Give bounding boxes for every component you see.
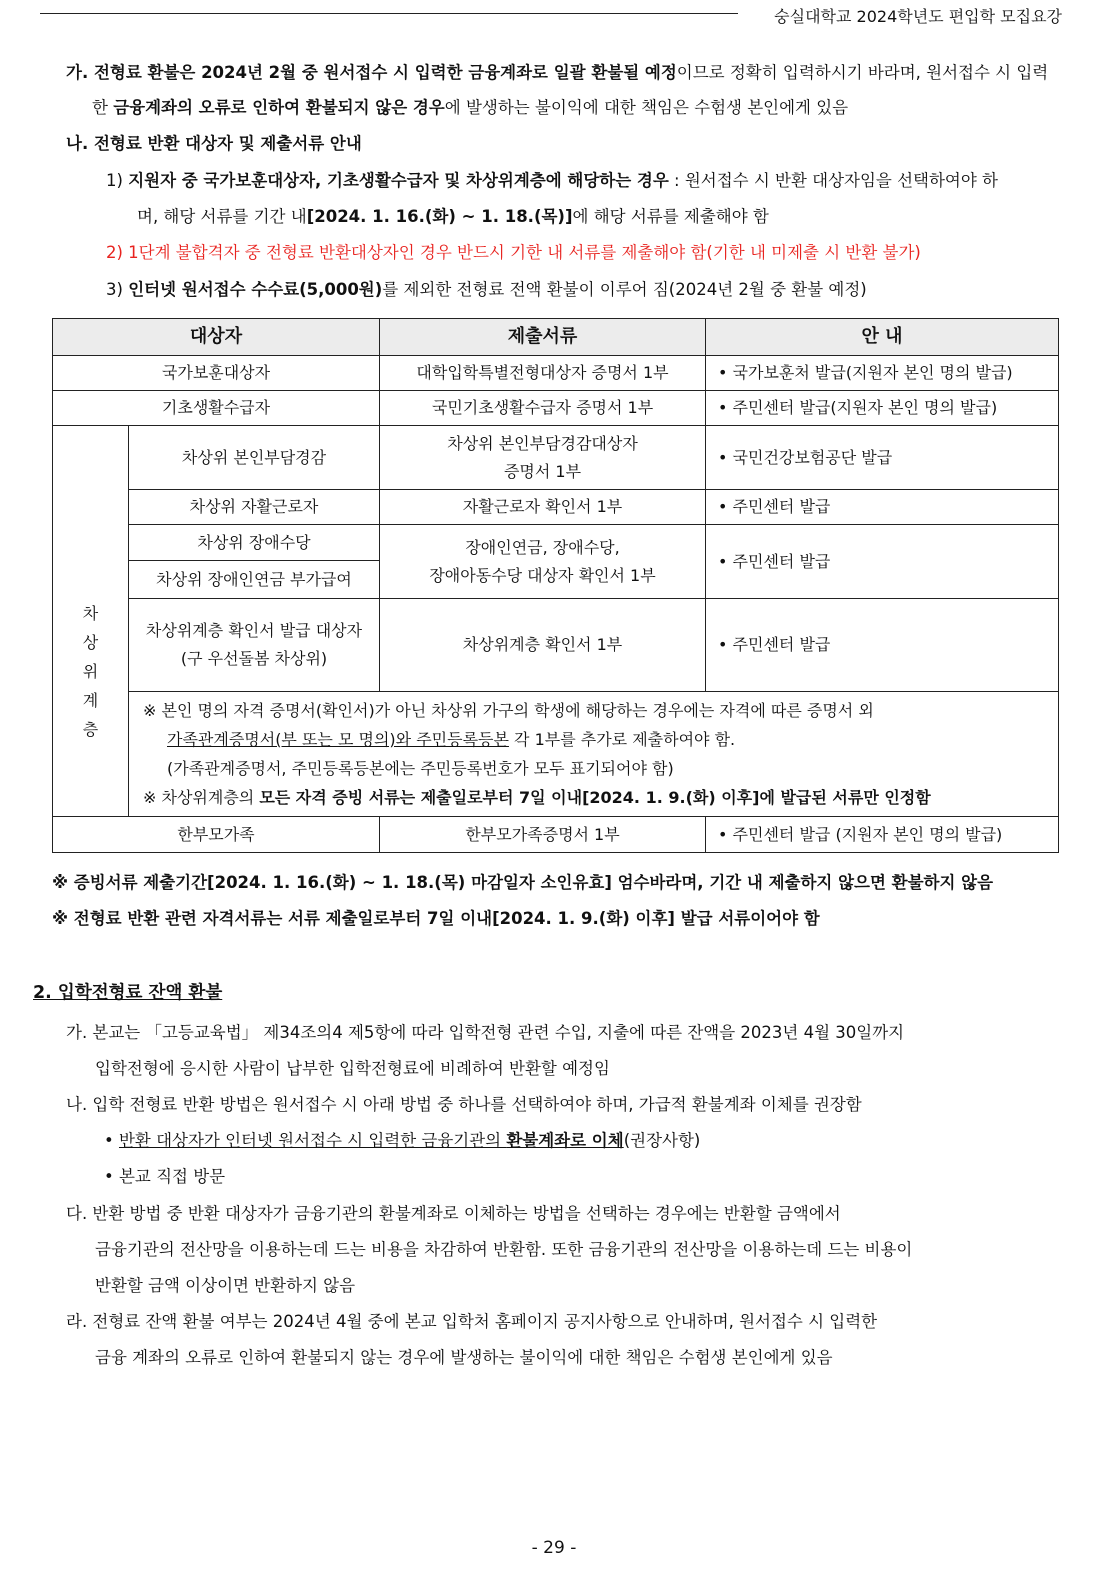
item1-line1 bbox=[106, 170, 998, 192]
para-ga-line2 bbox=[92, 97, 848, 119]
item1-line2 bbox=[137, 206, 769, 228]
cell-target: 기초생활수급자 bbox=[53, 391, 380, 426]
note4-start: ※ 차상위계층의 bbox=[143, 788, 260, 807]
cell-target-line: (구 우선돌봄 차상위) bbox=[180, 649, 328, 668]
bullet1-bold: 환불계좌로 이체 bbox=[506, 1131, 624, 1150]
sec2-da-line2: 금융기관의 전산망을 이용하는데 드는 비용을 차감하여 반환함. 또한 금융기관의 전산망을 이용하는데 드는 비용이 bbox=[95, 1240, 913, 1259]
header-rule bbox=[40, 13, 738, 14]
table-row bbox=[53, 525, 1059, 561]
cell-info: • 주민센터 발급 bbox=[706, 490, 1059, 525]
cell-doc-line: 차상위 본인부담경감대상자 bbox=[447, 433, 638, 453]
para-ga2-start: 한 bbox=[92, 98, 114, 117]
cell-info: • 주민센터 발급 bbox=[706, 599, 1059, 692]
cell-doc: 국민기초생활수급자 증명서 1부 bbox=[380, 391, 706, 426]
cell-doc bbox=[380, 426, 706, 490]
group-label-chasangwi bbox=[53, 426, 129, 817]
item3-rest: 를 제외한 전형료 전액 환불이 이루어 짐(2024년 2월 중 환불 예정) bbox=[382, 280, 867, 299]
sec2-bullet2 bbox=[104, 1166, 225, 1188]
cell-info: • 주민센터 발급(지원자 본인 명의 발급) bbox=[706, 391, 1059, 426]
item1-2c: 에 해당 서류를 제출해야 함 bbox=[572, 207, 769, 226]
table-row bbox=[53, 490, 1059, 525]
note4-bold: 모든 자격 증빙 서류는 제출일로부터 7일 이내[2024. 1. 9.(화) 이후]에 발급된 서류만 인정함 bbox=[259, 788, 931, 807]
col-header-target: 대상자 bbox=[53, 319, 380, 356]
cell-info: • 주민센터 발급 bbox=[706, 525, 1059, 599]
cell-info: • 국민건강보험공단 발급 bbox=[706, 426, 1059, 490]
table-row bbox=[53, 817, 1059, 853]
item1-num: 1) bbox=[106, 171, 129, 190]
sec2-ga-line2: 입학전형에 응시한 사람이 납부한 입학전형료에 비례하여 반환할 예정임 bbox=[95, 1059, 610, 1078]
bullet1-rest: (권장사항) bbox=[623, 1131, 701, 1150]
para-ga-bold: 전형료 환불은 2024년 2월 중 원서접수 시 입력한 금융계좌로 일괄 환불될 예정 bbox=[93, 63, 677, 82]
cell-target: 차상위 장애인연금 부가급여 bbox=[129, 561, 380, 599]
refund-documents-table bbox=[52, 318, 1059, 853]
para-ga2-rest: 에 발생하는 불이익에 대한 책임은 수험생 본인에게 있음 bbox=[444, 98, 849, 117]
cell-info: • 국가보훈처 발급(지원자 본인 명의 발급) bbox=[706, 356, 1059, 391]
page-number: - 29 - bbox=[531, 1538, 577, 1558]
item1-rest: : 원서접수 시 반환 대상자임을 선택하여야 하 bbox=[668, 171, 998, 190]
notice-document-validity: ※ 전형료 반환 관련 자격서류는 서류 제출일로부터 7일 이내[2024. 1. 9.(화) 이후] 발급 서류이어야 함 bbox=[52, 909, 820, 928]
bullet1-underlined: 반환 대상자가 인터넷 원서접수 시 입력한 금융기관의 bbox=[118, 1131, 507, 1150]
table-row bbox=[53, 599, 1059, 692]
group-char: 위 bbox=[82, 661, 99, 681]
para-ga-line1 bbox=[66, 62, 1048, 84]
note-line: ※ 본인 명의 자격 증명서(확인서)가 아닌 차상위 가구의 학생에 해당하는 경우에는 자격에 따른 증명서 외 bbox=[143, 701, 874, 720]
cell-doc bbox=[380, 525, 706, 599]
cell-target: 차상위 장애수당 bbox=[129, 525, 380, 561]
section2-title: 2. 입학전형료 잔액 환불 bbox=[33, 983, 223, 1003]
table-row bbox=[53, 426, 1059, 490]
sec2-ra-line1: 라. 전형료 잔액 환불 여부는 2024년 4월 중에 본교 입학처 홈페이지 공지사항으로 안내하며, 원서접수 시 입력한 bbox=[66, 1312, 878, 1331]
note-line: (가족관계증명서, 주민등록등본에는 주민등록번호가 모두 표기되어야 함) bbox=[167, 759, 674, 778]
table-note-row bbox=[53, 692, 1059, 817]
item3-bold: 인터넷 원서접수 수수료(5,000원) bbox=[128, 280, 383, 299]
cell-target: 차상위 자활근로자 bbox=[129, 490, 380, 525]
item3-num: 3) bbox=[106, 280, 129, 299]
group-char: 계 bbox=[82, 690, 99, 710]
para-ga-label: 가. bbox=[66, 63, 94, 82]
para-na-heading: 나. 전형료 반환 대상자 및 제출서류 안내 bbox=[66, 134, 362, 153]
item2-warning: 2) 1단계 불합격자 중 전형료 반환대상자인 경우 반드시 기한 내 서류를 제출해야 함(기한 내 미제출 시 반환 불가) bbox=[106, 243, 921, 262]
cell-doc-line: 장애인연금, 장애수당, bbox=[465, 537, 620, 557]
bullet-dot: • bbox=[104, 1167, 114, 1186]
table-row bbox=[53, 356, 1059, 391]
sec2-da-line1: 다. 반환 방법 중 반환 대상자가 금융기관의 환불계좌로 이체하는 방법을 선택하는 경우에는 반환할 금액에서 bbox=[66, 1204, 841, 1223]
cell-info: • 주민센터 발급 (지원자 본인 명의 발급) bbox=[706, 817, 1059, 853]
cell-doc-line: 증명서 1부 bbox=[503, 461, 582, 481]
item1-bold: 지원자 중 국가보훈대상자, 기초생활수급자 및 차상위계층에 해당하는 경우 bbox=[128, 171, 669, 190]
table-header-row bbox=[53, 319, 1059, 356]
sec2-bullet1 bbox=[104, 1130, 700, 1152]
cell-doc: 대학입학특별전형대상자 증명서 1부 bbox=[380, 356, 706, 391]
cell-target-line: 차상위계층 확인서 발급 대상자 bbox=[145, 621, 363, 640]
item1-dates: [2024. 1. 16.(화) ~ 1. 18.(목)] bbox=[306, 207, 573, 226]
cell-target: 국가보훈대상자 bbox=[53, 356, 380, 391]
group-char: 차 bbox=[82, 603, 99, 623]
table-row bbox=[53, 391, 1059, 426]
sec2-ga-line1: 가. 본교는 「고등교육법」 제34조의4 제5항에 따라 입학전형 관련 수입, 지출에 따른 잔액을 2023년 4월 30일까지 bbox=[66, 1023, 905, 1042]
notice-submission-period: ※ 증빙서류 제출기간[2024. 1. 16.(화) ~ 1. 18.(목) 마감일자 소인유효] 엄수바라며, 기간 내 제출하지 않으면 환불하지 않음 bbox=[52, 873, 994, 892]
group-char: 상 bbox=[82, 632, 99, 652]
note-line bbox=[143, 725, 735, 754]
cell-doc: 차상위계층 확인서 1부 bbox=[380, 599, 706, 692]
bullet-dot: • bbox=[104, 1131, 114, 1150]
note-rest: 각 1부를 추가로 제출하여야 함. bbox=[508, 730, 736, 749]
cell-target: 차상위 본인부담경감 bbox=[129, 426, 380, 490]
note-underlined: 가족관계증명서(부 또는 모 명의)와 주민등록등본 bbox=[167, 730, 509, 749]
note-line bbox=[143, 783, 1058, 812]
item1-2a: 며, 해당 서류를 기간 내 bbox=[137, 207, 307, 226]
cell-target: 한부모가족 bbox=[53, 817, 380, 853]
sec2-ra-line2: 금융 계좌의 오류로 인하여 환불되지 않는 경우에 발생하는 불이익에 대한 책임은 수험생 본인에게 있음 bbox=[95, 1348, 833, 1367]
col-header-info: 안 내 bbox=[706, 319, 1059, 356]
para-ga2-bold: 금융계좌의 오류로 인하여 환불되지 않은 경우 bbox=[113, 98, 445, 117]
group-char: 층 bbox=[82, 719, 99, 739]
item3 bbox=[106, 279, 867, 301]
table-note bbox=[129, 692, 1059, 817]
para-ga-rest: 이므로 정확히 입력하시기 바라며, 원서접수 시 입력 bbox=[676, 63, 1049, 82]
cell-doc-line: 장애아동수당 대상자 확인서 1부 bbox=[429, 565, 656, 585]
header-title: 숭실대학교 2024학년도 편입학 모집요강 bbox=[774, 7, 1062, 26]
cell-doc: 자활근로자 확인서 1부 bbox=[380, 490, 706, 525]
bullet2-text: 본교 직접 방문 bbox=[118, 1167, 226, 1186]
cell-doc: 한부모가족증명서 1부 bbox=[380, 817, 706, 853]
cell-target bbox=[129, 599, 380, 692]
sec2-da-line3: 반환할 금액 이상이면 반환하지 않음 bbox=[95, 1276, 356, 1295]
col-header-docs: 제출서류 bbox=[380, 319, 706, 356]
sec2-na-line1: 나. 입학 전형료 반환 방법은 원서접수 시 아래 방법 중 하나를 선택하여야 하며, 가급적 환불계좌 이체를 권장함 bbox=[66, 1095, 862, 1114]
